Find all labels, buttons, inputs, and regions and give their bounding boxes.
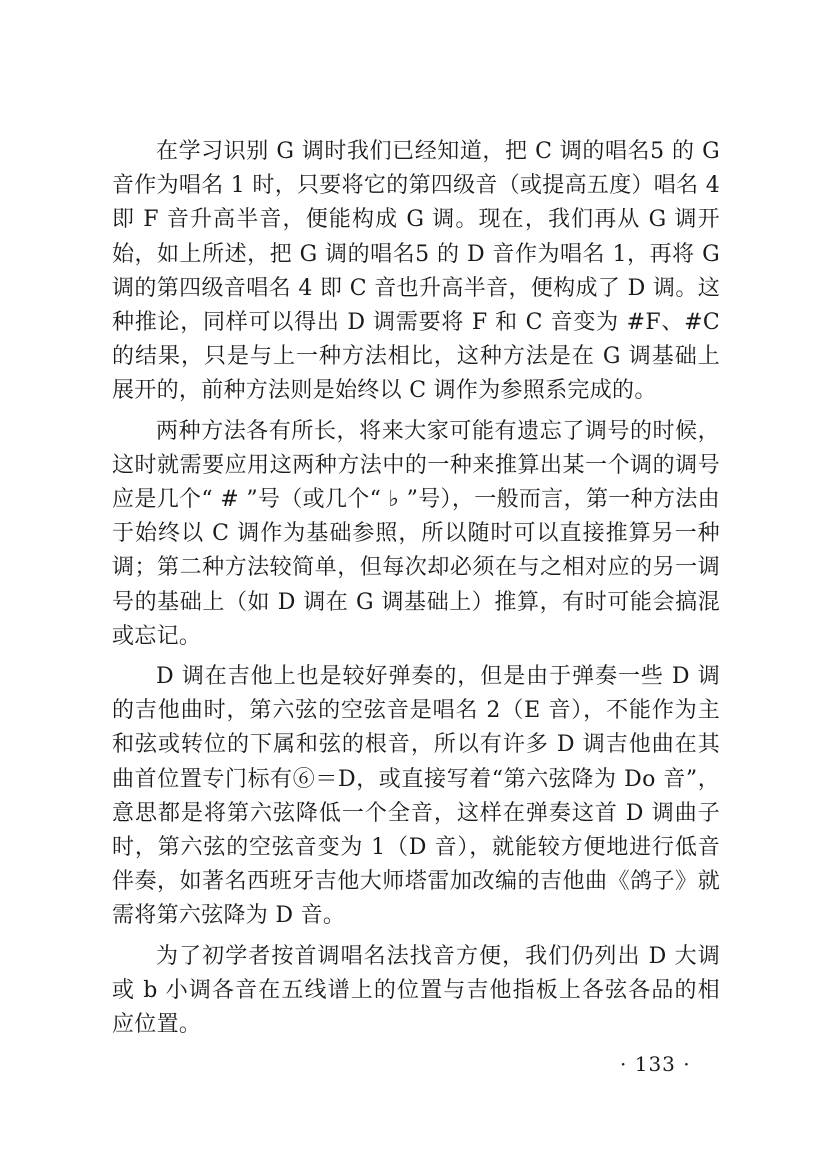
page-number: · 133 · (620, 1052, 691, 1076)
paragraph-2: 两种方法各有所长，将来大家可能有遗忘了调号的时候，这时就需要应用这两种方法中的一种来推算出某一个调的调号应是几个“ # ”号（或几个“ ♭ ”号），一般而言，第一种方法由于始终以 C 调作为基础参照，所以随时可以直接推算另一种调；第二种方法较简单，但每次却必须在与之相对应的另一调号的基础上（如 D 调在 G 调基础上）推算，有时可能会搞混或忘记。 (112, 418, 720, 649)
body-text (112, 135, 720, 1048)
paragraph-1: 在学习识别 G 调时我们已经知道，把 C 调的唱名5 的 G 音作为唱名 1 时，只要将它的第四级音（或提高五度）唱名 4 即 F 音升高半音，便能构成 G 调。现在，我们再从 G 调开始，如上所述，把 G 调的唱名5 的 D 音作为唱名 1，再将 G 调的第四级音唱名 4 即 C 音也升高半音，便构成了 D 调。这种推论，同样可以得出 D 调需要将 F 和 C 音变为 #F、#C 的结果，只是与上一种方法相比，这种方法是在 G 调基础上展开的，前种方法则是始终以 C 调作为参照系完成的。 (112, 139, 720, 404)
paragraph-3: D 调在吉他上也是较好弹奏的，但是由于弹奏一些 D 调的吉他曲时，第六弦的空弦音是唱名 2（E 音），不能作为主和弦或转位的下属和弦的根音，所以有许多 D 调吉他曲在其曲首位置专门标有⑥＝D，或直接写着“第六弦降为 Do 音”，意思都是将第六弦降低一个全音，这样在弹奏这首 D 调曲子时，第六弦的空弦音变为 1（D 音），就能较方便地进行低音伴奏，如著名西班牙吉他大师塔雷加改编的吉他曲《鸽子》就需将第六弦降为 D 音。 (112, 664, 720, 929)
paragraph-4: 为了初学者按首调唱名法找音方便，我们仍列出 D 大调或 b 小调各音在五线谱上的位置与吉他指板上各弦各品的相应位置。 (112, 943, 720, 1038)
